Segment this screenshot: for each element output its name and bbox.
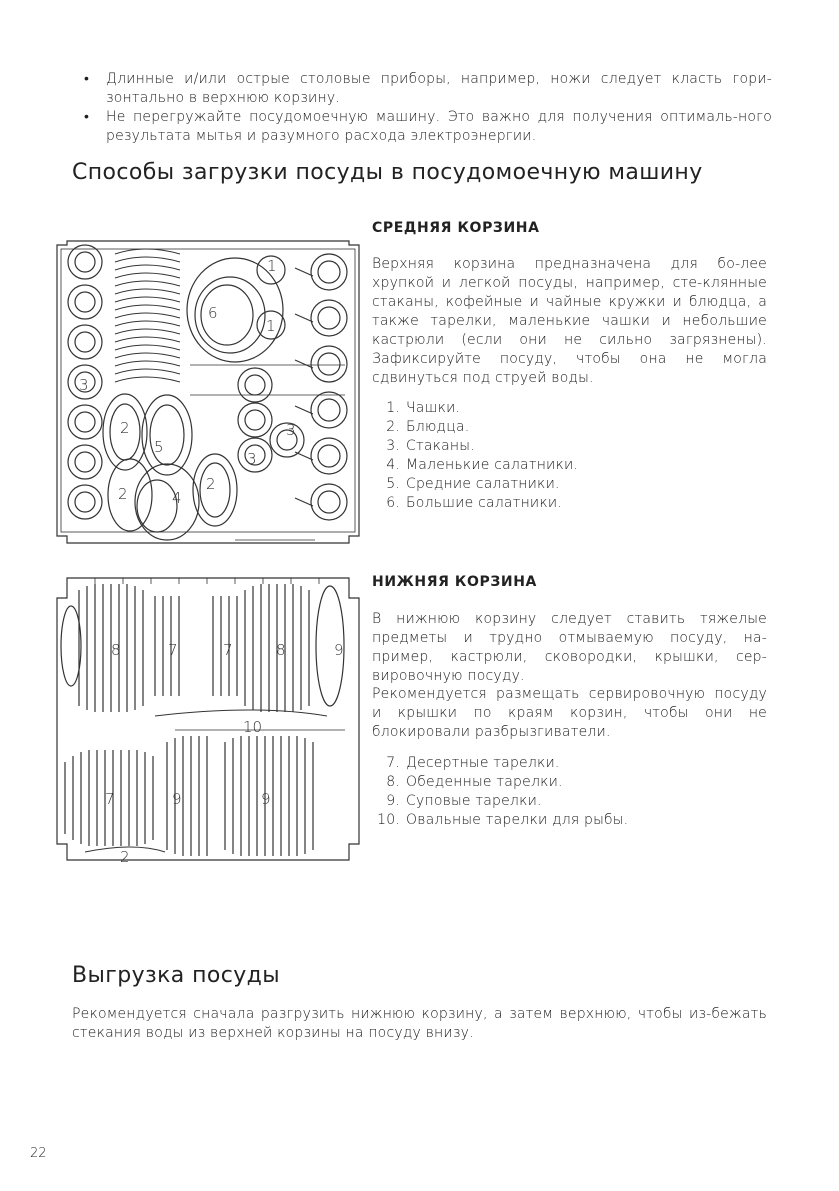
list-item: 2. Блюдца. — [386, 419, 470, 435]
unloading-text: Рекомендуется сначала разгрузить нижнюю корзину, а затем верхнюю, чтобы из-бежать стекания воды из верхней корзины на посуду внизу. — [72, 1006, 767, 1041]
list-item: 8. Обеденные тарелки. — [386, 774, 563, 790]
lower-basket-description: В нижнюю корзину следует ставить тяжелые предметы и трудно отмываемую посуду, на-пример, кастрюли, сковородки, крышки, сер-вировочную посуду. — [372, 611, 767, 684]
callout-label: 2 — [120, 848, 130, 864]
bullet-item: • Длинные и/или острые столовые приборы, например, ножи следует класть гори-зонтально в верхнюю корзину. — [84, 70, 772, 108]
middle-basket-description: Верхняя корзина предназначена для бо-лее хрупкой и легкой посуды, например, сте-клянные стаканы, кофейные и чайные кружки и блюдца, а также тарелки, маленькие чашки и небольшие кастрюли (если они не сильно загрязнены). Зафиксируйте посуду, чтобы она не могла сдвинуться под струей воды. — [372, 256, 767, 386]
callout-label: 8 — [111, 641, 121, 659]
callout-label: 3 — [286, 421, 296, 439]
callout-label: 1 — [267, 257, 277, 275]
callout-label: 9 — [334, 641, 344, 659]
list-item: 3. Стаканы. — [386, 438, 475, 454]
middle-basket-list — [366, 399, 578, 513]
lower-basket-diagram — [55, 576, 361, 864]
callout-label: 10 — [243, 718, 263, 736]
bullet-list — [84, 70, 772, 146]
callout-label: 5 — [154, 438, 164, 456]
list-item: 10. Овальные тарелки для рыбы. — [377, 812, 629, 828]
middle-basket-heading: СРЕДНЯЯ КОРЗИНА — [372, 220, 540, 236]
callout-label: 9 — [172, 790, 182, 808]
callout-label: 1 — [266, 317, 276, 335]
list-item: 6. Большие салатники. — [386, 495, 562, 511]
callout-label: 7 — [223, 641, 233, 659]
bullet-item: • Не перегружайте посудомоечную машину. Это важно для получения оптималь-ного результата мытья и разумного расхода электроэнергии. — [84, 108, 772, 146]
callout-label: 7 — [105, 790, 115, 808]
callout-label: 2 — [206, 475, 216, 493]
section-title-unloading: Выгрузка посуды — [72, 963, 281, 988]
list-item: 4. Маленькие салатники. — [386, 457, 579, 473]
callout-label: 4 — [172, 489, 182, 507]
callout-label: 7 — [168, 641, 178, 659]
callout-label: 8 — [276, 641, 286, 659]
list-item: 5. Средние салатники. — [386, 476, 560, 492]
callout-label: 3 — [247, 450, 257, 468]
callout-label: 3 — [79, 376, 89, 394]
lower-basket-recommendation: Рекомендуется размещать сервировочную посуду и крышки по краям корзин, чтобы они не блокировали разбрызгиватели. — [372, 686, 767, 740]
middle-basket-diagram — [55, 240, 361, 545]
callout-label: 6 — [208, 304, 218, 322]
callout-label: 9 — [261, 790, 271, 808]
list-item: 7. Десертные тарелки. — [386, 755, 560, 771]
callout-label: 2 — [120, 419, 130, 437]
list-item: 1. Чашки. — [386, 400, 461, 416]
callout-label: 2 — [118, 485, 128, 503]
page-number: 22 — [30, 1146, 47, 1161]
lower-basket-heading: НИЖНЯЯ КОРЗИНА — [372, 574, 537, 590]
lower-basket-list — [366, 754, 628, 830]
list-item: 9. Суповые тарелки. — [386, 793, 542, 809]
section-title-loading: Способы загрузки посуды в посудомоечную машину — [72, 160, 703, 185]
